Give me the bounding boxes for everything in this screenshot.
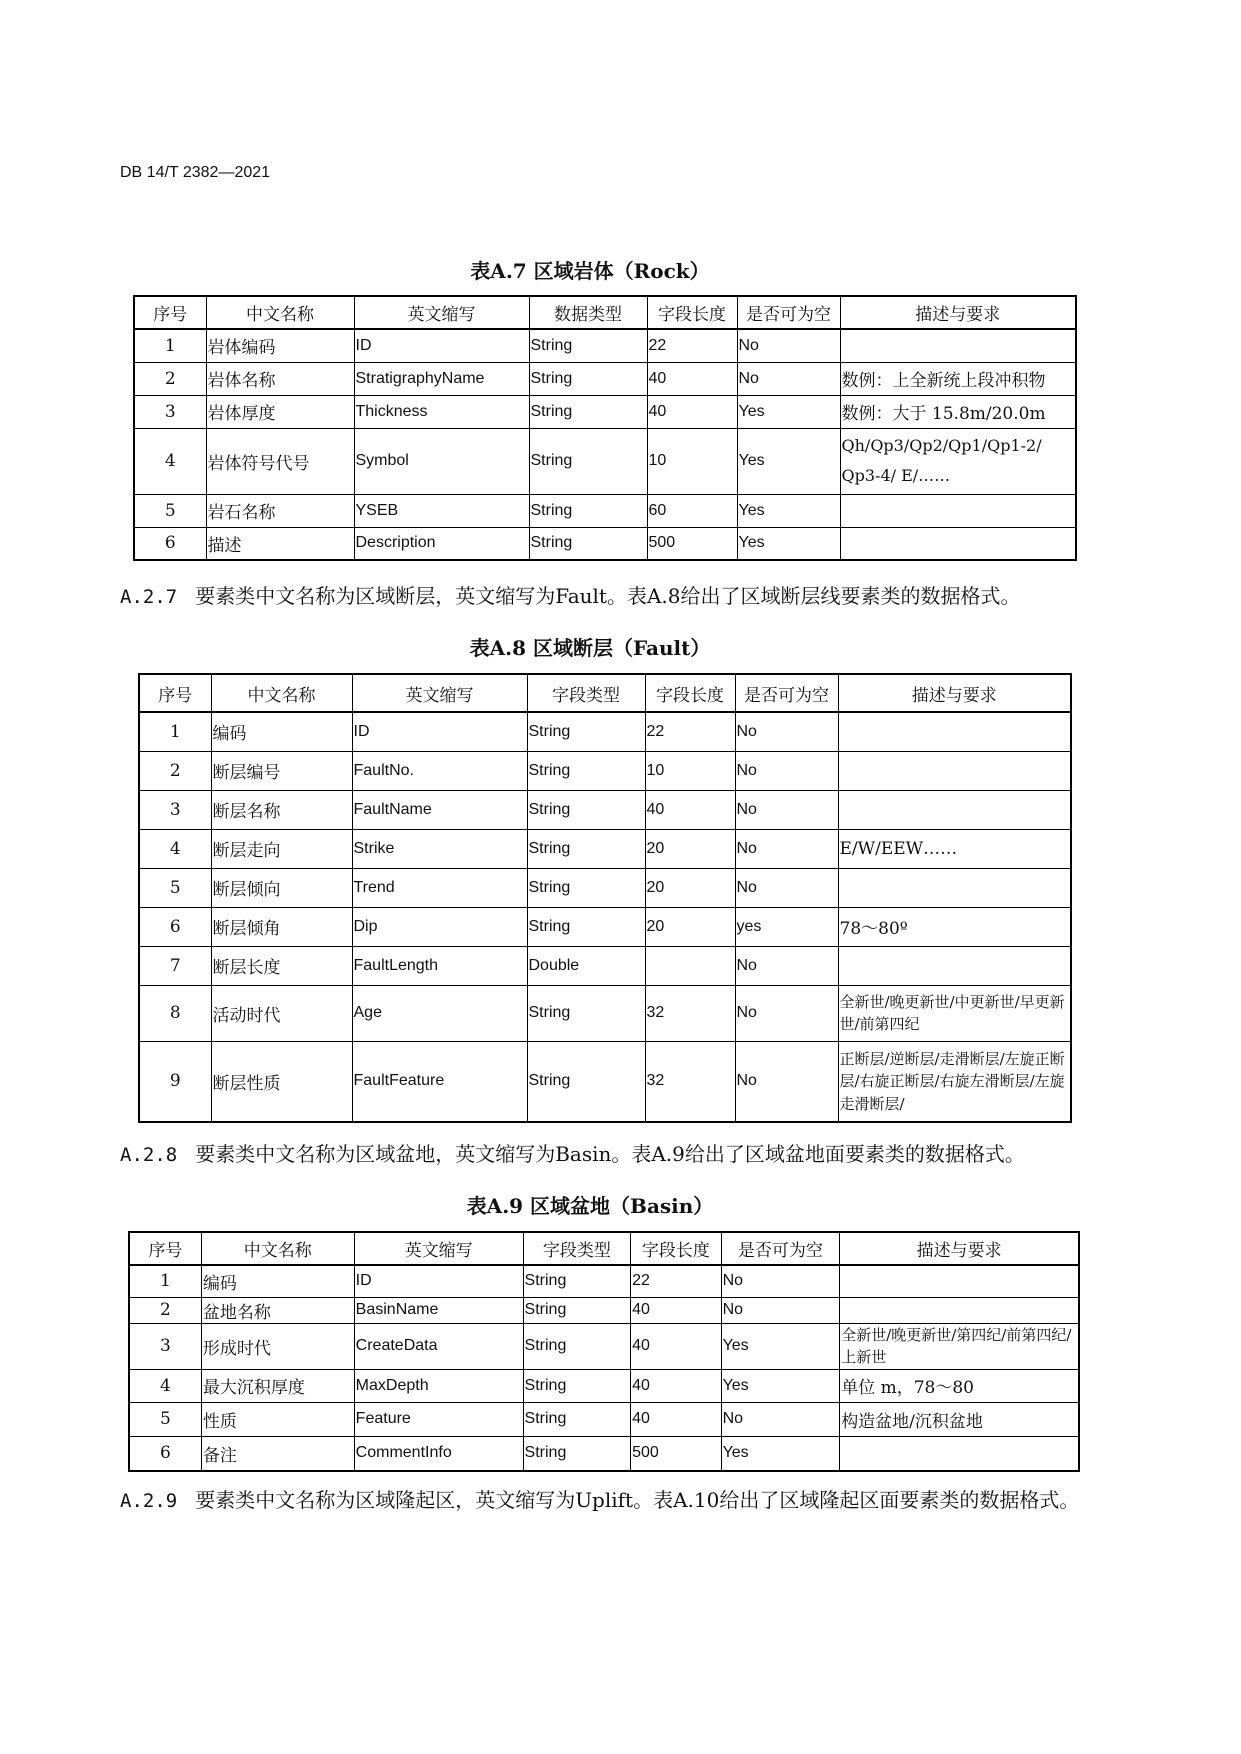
- paragraph-a27: [120, 579, 1106, 614]
- cell-nullable: Yes: [721, 1369, 840, 1402]
- cell-field-length: 40: [647, 362, 737, 395]
- cell-data-type: String: [529, 527, 647, 560]
- section-number: A.2.8: [120, 1144, 178, 1166]
- document-code-header: DB 14/T 2382—2021: [120, 164, 271, 181]
- cell-chinese-name: 断层倾角: [211, 907, 352, 946]
- cell-data-type: String: [523, 1323, 631, 1369]
- table-row: [129, 1297, 1079, 1323]
- cell-index: 3: [129, 1323, 201, 1369]
- cell-index: 2: [139, 751, 211, 790]
- cell-english-abbr: BasinName: [354, 1297, 523, 1323]
- column-header: 描述与要求: [838, 674, 1071, 712]
- cell-data-type: String: [527, 790, 645, 829]
- cell-english-abbr: Age: [352, 985, 527, 1041]
- cell-description: [838, 712, 1071, 751]
- cell-description: [838, 946, 1071, 985]
- cell-chinese-name: 岩体厚度: [206, 395, 354, 428]
- cell-english-abbr: Symbol: [354, 428, 529, 494]
- cell-index: 1: [139, 712, 211, 751]
- column-header: 是否可为空: [735, 674, 838, 712]
- cell-nullable: No: [735, 712, 838, 751]
- cell-index: 3: [134, 395, 206, 428]
- cell-data-type: String: [529, 494, 647, 527]
- column-header: 字段类型: [527, 674, 645, 712]
- table-row: [134, 395, 1076, 428]
- table-row: [129, 1436, 1079, 1471]
- cell-nullable: No: [721, 1265, 840, 1297]
- cell-english-abbr: Thickness: [354, 395, 529, 428]
- cell-nullable: No: [735, 790, 838, 829]
- paragraph-a29: [120, 1483, 1106, 1518]
- cell-description: E/W/EEW……: [838, 829, 1071, 868]
- column-header: 英文缩写: [354, 1232, 523, 1265]
- cell-data-type: String: [527, 751, 645, 790]
- cell-index: 7: [139, 946, 211, 985]
- cell-description: Qh/Qp3/Qp2/Qp1/Qp1-2/ Qp3-4/ E/……: [840, 428, 1076, 494]
- cell-nullable: No: [735, 946, 838, 985]
- cell-field-length: 40: [647, 395, 737, 428]
- table-row: [139, 907, 1071, 946]
- cell-data-type: String: [527, 829, 645, 868]
- column-header: 字段类型: [523, 1232, 631, 1265]
- cell-chinese-name: 描述: [206, 527, 354, 560]
- cell-description: [840, 494, 1076, 527]
- paragraph-text: 要素类中文名称为区域断层，英文缩写为Fault。表A.8给出了区域断层线要素类的数据格式。: [195, 584, 1021, 608]
- column-header: 序号: [139, 674, 211, 712]
- cell-field-length: [645, 946, 735, 985]
- column-header: 中文名称: [211, 674, 352, 712]
- cell-english-abbr: Strike: [352, 829, 527, 868]
- table-a7-caption: 表A.7 区域岩体（Rock）: [470, 259, 710, 283]
- cell-nullable: No: [735, 829, 838, 868]
- table-a9-caption: 表A.9 区域盆地（Basin）: [466, 1194, 714, 1218]
- cell-english-abbr: StratigraphyName: [354, 362, 529, 395]
- cell-nullable: Yes: [737, 494, 840, 527]
- table-row: [139, 790, 1071, 829]
- cell-nullable: No: [737, 362, 840, 395]
- cell-chinese-name: 最大沉积厚度: [201, 1369, 354, 1402]
- cell-index: 9: [139, 1041, 211, 1122]
- cell-chinese-name: 活动时代: [211, 985, 352, 1041]
- cell-english-abbr: Feature: [354, 1402, 523, 1436]
- table-row: [134, 494, 1076, 527]
- cell-field-length: 60: [647, 494, 737, 527]
- cell-field-length: 22: [631, 1265, 721, 1297]
- table-row: [134, 428, 1076, 494]
- table-row: [129, 1402, 1079, 1436]
- cell-chinese-name: 断层走向: [211, 829, 352, 868]
- cell-field-length: 10: [645, 751, 735, 790]
- cell-index: 3: [139, 790, 211, 829]
- cell-data-type: String: [529, 329, 647, 362]
- cell-index: 6: [129, 1436, 201, 1471]
- cell-chinese-name: 岩石名称: [206, 494, 354, 527]
- table-row: [139, 751, 1071, 790]
- column-header: 英文缩写: [354, 296, 529, 329]
- cell-english-abbr: FaultNo.: [352, 751, 527, 790]
- cell-chinese-name: 岩体符号代号: [206, 428, 354, 494]
- cell-field-length: 40: [631, 1369, 721, 1402]
- column-header: 序号: [134, 296, 206, 329]
- cell-field-length: 500: [631, 1436, 721, 1471]
- table-a7-rock: [133, 295, 1077, 561]
- cell-index: 2: [129, 1297, 201, 1323]
- cell-index: 5: [129, 1402, 201, 1436]
- cell-chinese-name: 断层长度: [211, 946, 352, 985]
- cell-data-type: String: [529, 428, 647, 494]
- cell-nullable: yes: [735, 907, 838, 946]
- cell-english-abbr: CommentInfo: [354, 1436, 523, 1471]
- cell-description: [838, 868, 1071, 907]
- table-row: [134, 527, 1076, 560]
- cell-nullable: No: [721, 1402, 840, 1436]
- table-row: [129, 1323, 1079, 1369]
- cell-english-abbr: YSEB: [354, 494, 529, 527]
- cell-nullable: Yes: [737, 428, 840, 494]
- table-row: [134, 329, 1076, 362]
- column-header: 是否可为空: [721, 1232, 840, 1265]
- cell-description: 全新世/晚更新世/中更新世/早更新世/前第四纪: [838, 985, 1071, 1041]
- cell-field-length: 20: [645, 829, 735, 868]
- cell-chinese-name: 岩体编码: [206, 329, 354, 362]
- cell-field-length: 20: [645, 907, 735, 946]
- cell-field-length: 40: [631, 1297, 721, 1323]
- column-header: 描述与要求: [840, 1232, 1079, 1265]
- cell-description: [840, 1297, 1079, 1323]
- cell-english-abbr: ID: [354, 329, 529, 362]
- cell-nullable: No: [735, 1041, 838, 1122]
- cell-description: [840, 329, 1076, 362]
- cell-chinese-name: 断层编号: [211, 751, 352, 790]
- cell-field-length: 22: [647, 329, 737, 362]
- cell-field-length: 20: [645, 868, 735, 907]
- cell-nullable: Yes: [721, 1323, 840, 1369]
- table-a8-fault: [138, 673, 1072, 1123]
- cell-field-length: 40: [631, 1402, 721, 1436]
- cell-field-length: 10: [647, 428, 737, 494]
- table-row: [129, 1265, 1079, 1297]
- cell-nullable: No: [737, 329, 840, 362]
- cell-description: 78～80º: [838, 907, 1071, 946]
- cell-index: 1: [134, 329, 206, 362]
- cell-data-type: String: [523, 1369, 631, 1402]
- cell-english-abbr: ID: [352, 712, 527, 751]
- cell-description: [840, 1436, 1079, 1471]
- table-row: [139, 829, 1071, 868]
- column-header: 英文缩写: [352, 674, 527, 712]
- cell-field-length: 32: [645, 985, 735, 1041]
- cell-chinese-name: 备注: [201, 1436, 354, 1471]
- cell-english-abbr: Trend: [352, 868, 527, 907]
- column-header: 字段长度: [645, 674, 735, 712]
- cell-chinese-name: 编码: [201, 1265, 354, 1297]
- cell-index: 5: [139, 868, 211, 907]
- cell-data-type: String: [527, 907, 645, 946]
- cell-index: 6: [134, 527, 206, 560]
- header-row: [129, 1232, 1079, 1265]
- cell-description: 单位 m，78～80: [840, 1369, 1079, 1402]
- paragraph-a28: [120, 1137, 1106, 1172]
- header-row: [139, 674, 1071, 712]
- cell-index: 4: [129, 1369, 201, 1402]
- cell-data-type: String: [527, 712, 645, 751]
- cell-field-length: 500: [647, 527, 737, 560]
- cell-data-type: String: [523, 1436, 631, 1471]
- paragraph-text: 要素类中文名称为区域隆起区，英文缩写为Uplift。表A.10给出了区域隆起区面要素类的数据格式。: [195, 1488, 1080, 1512]
- cell-index: 6: [139, 907, 211, 946]
- cell-data-type: String: [527, 985, 645, 1041]
- cell-english-abbr: Dip: [352, 907, 527, 946]
- section-number: A.2.7: [120, 586, 178, 608]
- cell-index: 4: [134, 428, 206, 494]
- cell-description: 构造盆地/沉积盆地: [840, 1402, 1079, 1436]
- section-number: A.2.9: [120, 1490, 178, 1512]
- cell-chinese-name: 盆地名称: [201, 1297, 354, 1323]
- cell-description: 正断层/逆断层/走滑断层/左旋正断层/右旋正断层/右旋左滑断层/左旋走滑断层/: [838, 1041, 1071, 1122]
- cell-english-abbr: FaultName: [352, 790, 527, 829]
- column-header: 序号: [129, 1232, 201, 1265]
- column-header: 描述与要求: [840, 296, 1076, 329]
- cell-field-length: 40: [631, 1323, 721, 1369]
- cell-data-type: Double: [527, 946, 645, 985]
- cell-index: 1: [129, 1265, 201, 1297]
- column-header: 字段长度: [647, 296, 737, 329]
- column-header: 中文名称: [206, 296, 354, 329]
- cell-index: 5: [134, 494, 206, 527]
- cell-index: 4: [139, 829, 211, 868]
- cell-data-type: String: [527, 1041, 645, 1122]
- cell-field-length: 22: [645, 712, 735, 751]
- cell-description: [838, 790, 1071, 829]
- paragraph-text: 要素类中文名称为区域盆地，英文缩写为Basin。表A.9给出了区域盆地面要素类的数据格式。: [195, 1142, 1025, 1166]
- table-row: [139, 946, 1071, 985]
- cell-description: [838, 751, 1071, 790]
- cell-english-abbr: FaultFeature: [352, 1041, 527, 1122]
- cell-nullable: No: [735, 751, 838, 790]
- cell-chinese-name: 断层名称: [211, 790, 352, 829]
- cell-description: 数例：上全新统上段冲积物: [840, 362, 1076, 395]
- table-row: [134, 362, 1076, 395]
- cell-nullable: Yes: [737, 527, 840, 560]
- column-header: 是否可为空: [737, 296, 840, 329]
- column-header: 数据类型: [529, 296, 647, 329]
- cell-english-abbr: ID: [354, 1265, 523, 1297]
- cell-description: [840, 1265, 1079, 1297]
- table-a9-basin: [128, 1231, 1080, 1472]
- cell-data-type: String: [523, 1297, 631, 1323]
- cell-data-type: String: [523, 1402, 631, 1436]
- cell-english-abbr: FaultLength: [352, 946, 527, 985]
- table-row: [139, 868, 1071, 907]
- cell-index: 2: [134, 362, 206, 395]
- table-row: [139, 1041, 1071, 1122]
- cell-chinese-name: 形成时代: [201, 1323, 354, 1369]
- cell-index: 8: [139, 985, 211, 1041]
- cell-field-length: 40: [645, 790, 735, 829]
- cell-description: [840, 527, 1076, 560]
- cell-data-type: String: [529, 362, 647, 395]
- table-row: [129, 1369, 1079, 1402]
- cell-nullable: Yes: [721, 1436, 840, 1471]
- cell-data-type: String: [527, 868, 645, 907]
- table-row: [139, 985, 1071, 1041]
- cell-data-type: String: [523, 1265, 631, 1297]
- cell-data-type: String: [529, 395, 647, 428]
- cell-chinese-name: 编码: [211, 712, 352, 751]
- cell-nullable: No: [735, 985, 838, 1041]
- cell-chinese-name: 断层性质: [211, 1041, 352, 1122]
- table-row: [139, 712, 1071, 751]
- cell-nullable: Yes: [737, 395, 840, 428]
- header-row: [134, 296, 1076, 329]
- cell-nullable: No: [735, 868, 838, 907]
- cell-chinese-name: 性质: [201, 1402, 354, 1436]
- cell-english-abbr: CreateData: [354, 1323, 523, 1369]
- column-header: 字段长度: [631, 1232, 721, 1265]
- column-header: 中文名称: [201, 1232, 354, 1265]
- cell-english-abbr: Description: [354, 527, 529, 560]
- cell-nullable: No: [721, 1297, 840, 1323]
- cell-description: 全新世/晚更新世/第四纪/前第四纪/上新世: [840, 1323, 1079, 1369]
- cell-chinese-name: 断层倾向: [211, 868, 352, 907]
- table-a8-caption: 表A.8 区域断层（Fault）: [469, 636, 711, 660]
- cell-chinese-name: 岩体名称: [206, 362, 354, 395]
- cell-field-length: 32: [645, 1041, 735, 1122]
- cell-english-abbr: MaxDepth: [354, 1369, 523, 1402]
- cell-description: 数例：大于 15.8m/20.0m: [840, 395, 1076, 428]
